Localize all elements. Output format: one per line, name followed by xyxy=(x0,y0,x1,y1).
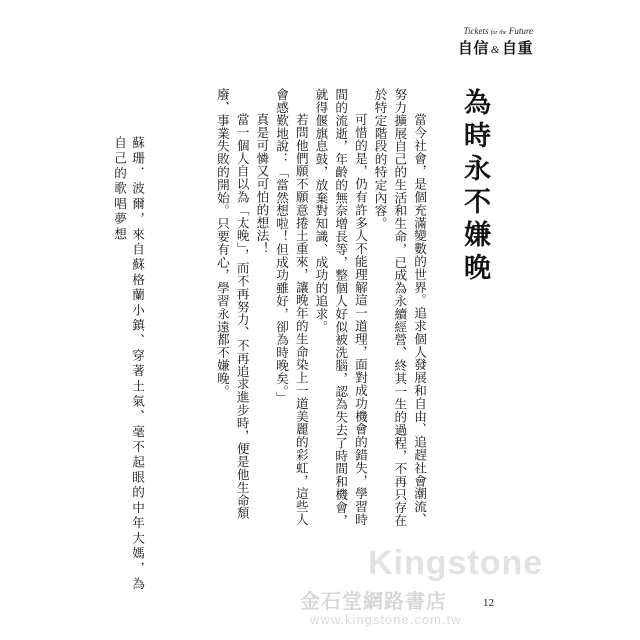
series-header xyxy=(458,26,533,58)
series-en-word: Future xyxy=(508,26,533,36)
chapter-title: 為時永不嫌晚 xyxy=(459,88,490,286)
watermark-url: www.kingstone.com.tw xyxy=(310,612,462,627)
paragraph: 當一個人自以為「太晚」，而不再努力、不再追求進步時，便是他生命頹廢、事業失敗的開始。只要有心，學習永遠都不嫌晚。 xyxy=(214,88,250,520)
series-chinese-title xyxy=(458,37,533,58)
series-en-word: Tickets xyxy=(463,26,489,36)
watermark-name: 金石堂網路書店 xyxy=(300,589,447,613)
paragraph: 真是可憐又可怕的想法！ xyxy=(254,113,270,256)
series-english-title xyxy=(458,26,533,36)
series-zh-word: 自重 xyxy=(501,39,533,57)
series-zh-word: 自信 xyxy=(457,39,489,57)
series-en-small: for the xyxy=(490,30,507,36)
page-number: 12 xyxy=(483,597,494,609)
series-zh-amp: & xyxy=(490,44,500,56)
paragraph: 當今社會，是個充滿變數的世界。追求個人發展和自由、追趕社會潮流、努力擴展自己的生活和生命，已成為永續經營、終其一生的過程，不再只存在於特定階段的特定內容。 xyxy=(372,88,427,527)
body-text xyxy=(154,88,429,528)
watermark-logo: Kingstone xyxy=(368,544,544,582)
paragraph: 可惜的是，仍有許多人不能理解這一道理，面對成功機會的錯失，學習時間的流逝，年齡的無奈增長等，整個人好似被洗腦，認為失去了時間和機會，就得偃旗息鼓，放棄對知識、成功的追求。 xyxy=(313,88,368,527)
paragraph: 若問他們願不願意捲土重來，讓晚年的生命染上一道美麗的彩虹，這些人會感歎地說：「當然想啦！但成功雖好，卻為時晚矣。」 xyxy=(274,88,309,526)
quote-text: 蘇珊．波爾，來自蘇格蘭小鎮、穿著土氣、毫不起眼的中年大媽，為自己的歌唱夢想 xyxy=(112,136,145,592)
